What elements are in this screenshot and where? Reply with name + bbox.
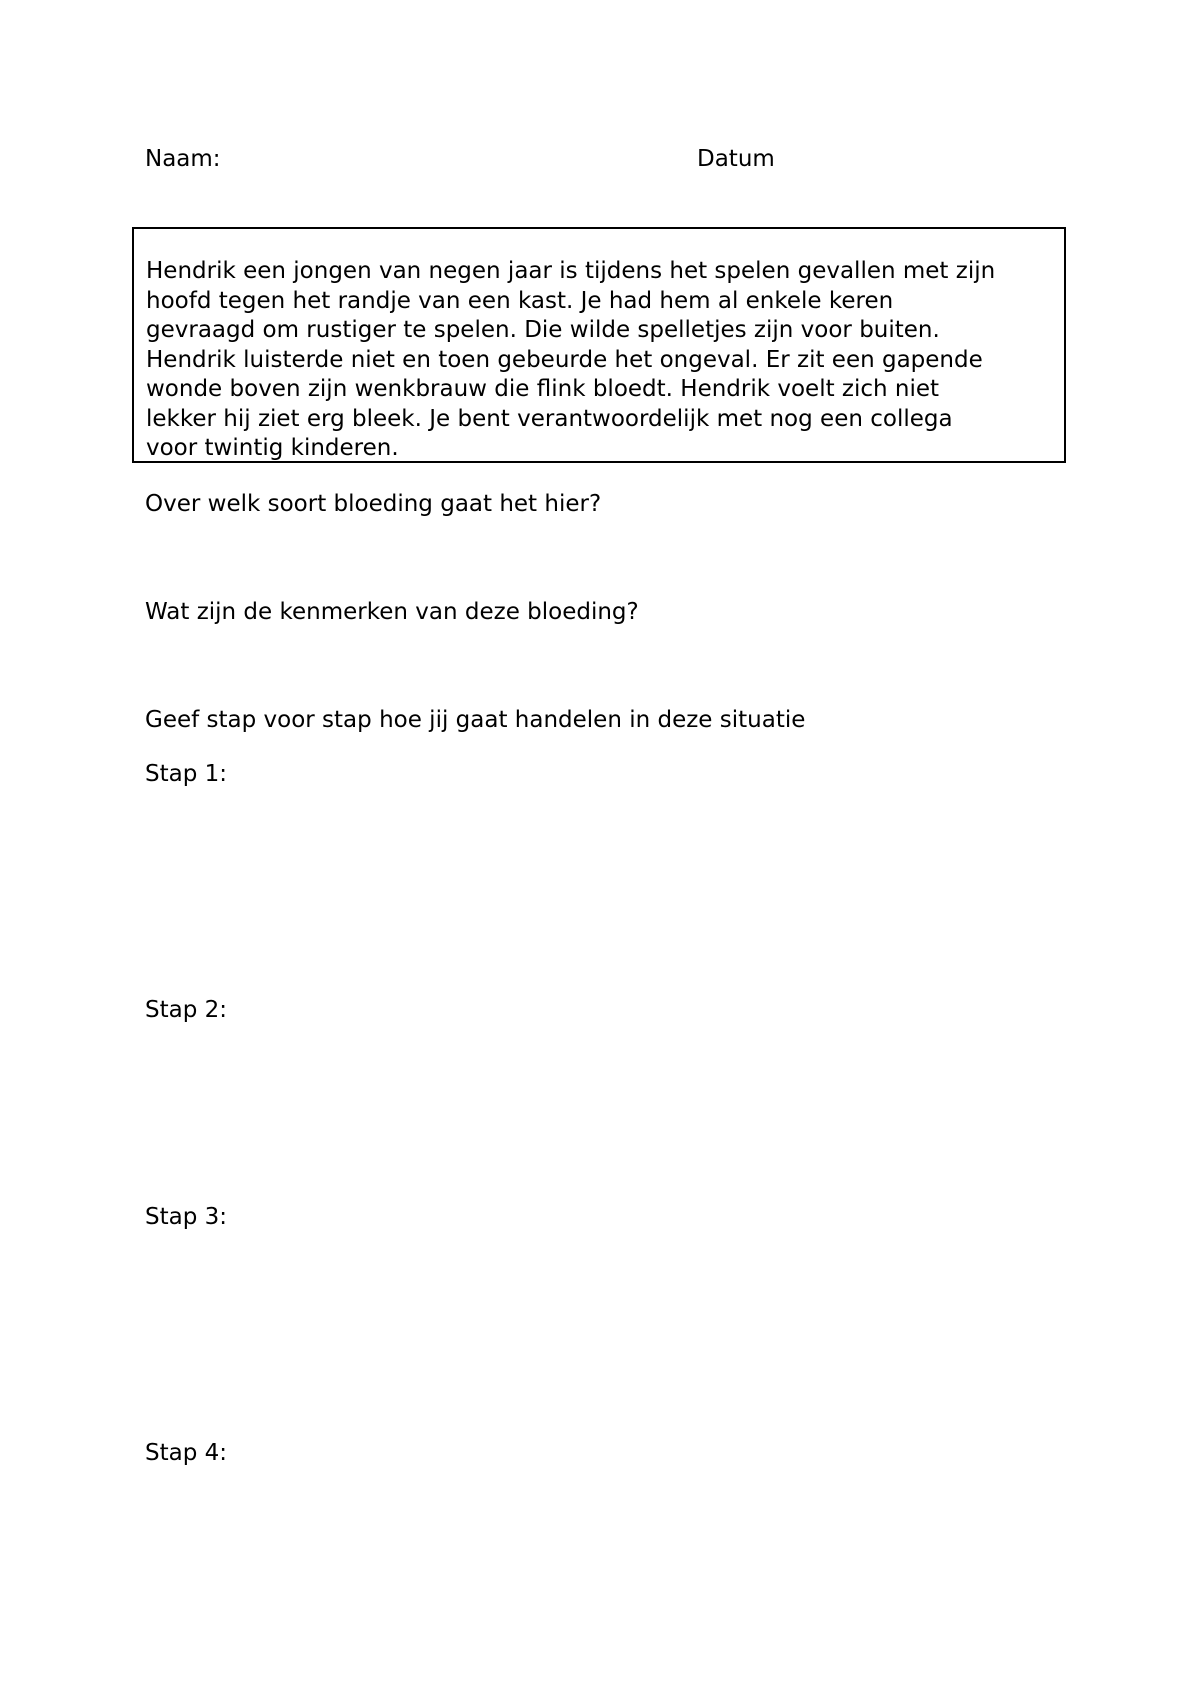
case-line: wonde boven zijn wenkbrauw die flink bloedt. Hendrik voelt zich niet	[146, 376, 940, 402]
case-line: lekker hij ziet erg bleek. Je bent verantwoordelijk met nog een collega	[146, 405, 953, 432]
name-label: Naam:	[145, 146, 221, 172]
case-line: gevraagd om rustiger te spelen. Die wilde spelletjes zijn voor buiten.	[146, 317, 940, 343]
question-bleeding-type: Over welk soort bloeding gaat het hier?	[145, 491, 602, 517]
question-bleeding-characteristics: Wat zijn de kenmerken van deze bloeding?	[145, 599, 639, 625]
case-box	[132, 227, 1066, 463]
step-4-label: Stap 4:	[145, 1440, 228, 1466]
case-line: hoofd tegen het randje van een kast. Je had hem al enkele keren	[146, 287, 894, 314]
step-1-label: Stap 1:	[145, 761, 228, 787]
date-label: Datum	[697, 146, 775, 172]
case-line: voor twintig kinderen.	[146, 435, 399, 461]
step-2-label: Stap 2:	[145, 997, 228, 1023]
case-text	[146, 257, 1061, 463]
case-line: Hendrik een jongen van negen jaar is tijdens het spelen gevallen met zijn	[146, 258, 996, 284]
step-3-label: Stap 3:	[145, 1204, 228, 1230]
question-step-by-step: Geef stap voor stap hoe jij gaat handelen in deze situatie	[145, 707, 806, 733]
case-line: Hendrik luisterde niet en toen gebeurde het ongeval. Er zit een gapende	[146, 346, 983, 373]
